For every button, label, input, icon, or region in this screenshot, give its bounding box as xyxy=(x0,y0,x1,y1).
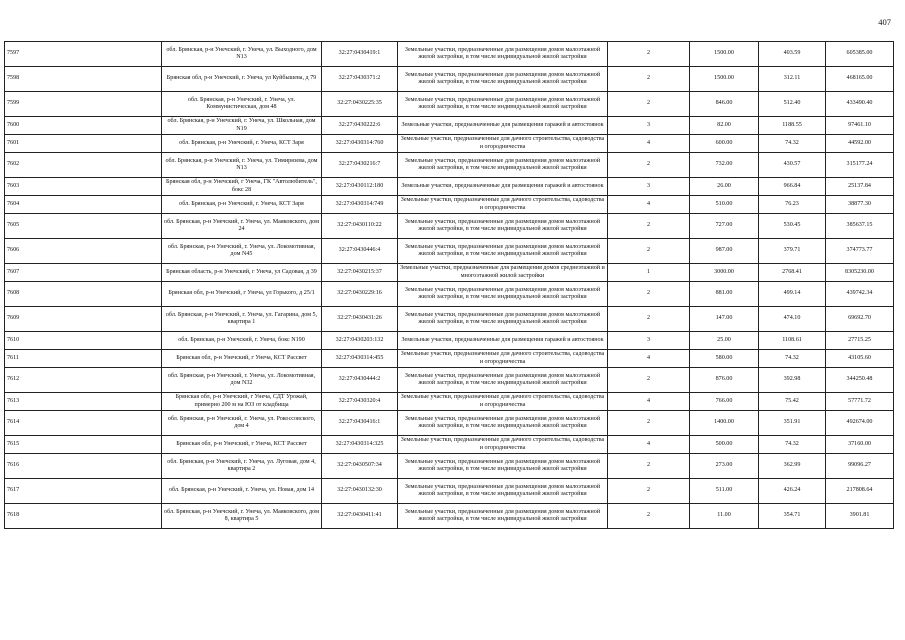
cadastral-value-cell: 374773.77 xyxy=(826,239,894,264)
table-row xyxy=(5,504,894,529)
address-cell: Брянская обл, р-н Унечский, г Унеча, КСТ Рассвет xyxy=(162,436,322,454)
row-number: 7609 xyxy=(5,307,162,332)
row-number: 7618 xyxy=(5,504,162,529)
address-cell: обл. Брянская, р-н Унечский, г. Унеча, ул. Гагарина, дом 5, квартира 1 xyxy=(162,307,322,332)
cadastral-value-cell: 97461.10 xyxy=(826,117,894,135)
table-row xyxy=(5,393,894,411)
specific-value-cell: 512.40 xyxy=(759,92,826,117)
table-row xyxy=(5,153,894,178)
table-row xyxy=(5,350,894,368)
group-code-cell: 1 xyxy=(608,264,690,282)
table-row xyxy=(5,117,894,135)
land-category-cell: Земельные участки, предназначенные для размещения домов малоэтажной жилой застройки, в том числе индивидуальной жилой застройки xyxy=(398,454,608,479)
land-category-cell: Земельные участки, предназначенные для размещения домов малоэтажной жилой застройки, в том числе индивидуальной жилой застройки xyxy=(398,153,608,178)
cadastral-value-cell: 57771.72 xyxy=(826,393,894,411)
area-cell: 26.00 xyxy=(690,178,759,196)
group-code-cell: 4 xyxy=(608,393,690,411)
cadastral-value-cell: 44592.00 xyxy=(826,135,894,153)
area-cell: 510.00 xyxy=(690,196,759,214)
address-cell: Брянская обл, р-н Унечский, г. Унеча, ул Куйбышева, д 79 xyxy=(162,67,322,92)
table-row xyxy=(5,67,894,92)
cadastral-value-cell: 37160.00 xyxy=(826,436,894,454)
cadastral-number-cell: 32:27:0430416:1 xyxy=(322,411,398,436)
group-code-cell: 4 xyxy=(608,350,690,368)
land-category-cell: Земельные участки, предназначенные для размещения домов среднеэтажной и многоэтажной жилой застройки xyxy=(398,264,608,282)
cadastral-number-cell: 32:27:0430216:7 xyxy=(322,153,398,178)
group-code-cell: 2 xyxy=(608,479,690,504)
address-cell: обл. Брянская, р-н Унечский, г. Унеча, ул. Локомотивная, дом N45 xyxy=(162,239,322,264)
specific-value-cell: 499.14 xyxy=(759,282,826,307)
cadastral-number-cell: 32:27:0430371:2 xyxy=(322,67,398,92)
specific-value-cell: 474.10 xyxy=(759,307,826,332)
address-cell: обл. Брянская, р-н Унечский, г. Унеча, бокс N190 xyxy=(162,332,322,350)
cadastral-number-cell: 32:27:0430419:1 xyxy=(322,42,398,67)
group-code-cell: 2 xyxy=(608,282,690,307)
area-cell: 82.00 xyxy=(690,117,759,135)
row-number: 7608 xyxy=(5,282,162,307)
land-category-cell: Земельные участки, предназначенные для размещения домов малоэтажной жилой застройки, в том числе индивидуальной жилой застройки xyxy=(398,282,608,307)
area-cell: 580.00 xyxy=(690,350,759,368)
area-cell: 11.00 xyxy=(690,504,759,529)
specific-value-cell: 351.91 xyxy=(759,411,826,436)
cadastral-value-cell: 385637.15 xyxy=(826,214,894,239)
cadastral-value-cell: 468165.00 xyxy=(826,67,894,92)
land-category-cell: Земельные участки, предназначенные для дачного строительства, садоводства и огородничества xyxy=(398,135,608,153)
group-code-cell: 4 xyxy=(608,135,690,153)
address-cell: обл. Брянская, р-н Унечский, г. Унеча, ул. Локомотивная, дом N32 xyxy=(162,368,322,393)
row-number: 7599 xyxy=(5,92,162,117)
table-row xyxy=(5,214,894,239)
cadastral-number-cell: 32:27:0430507:34 xyxy=(322,454,398,479)
area-cell: 732.00 xyxy=(690,153,759,178)
address-cell: Брянская обл, р-н Унечский, г Унеча, СДТ Урожай, примерно 200 м на ЮЗ от кладбища xyxy=(162,393,322,411)
cadastral-number-cell: 32:27:0430225:35 xyxy=(322,92,398,117)
group-code-cell: 3 xyxy=(608,332,690,350)
group-code-cell: 2 xyxy=(608,92,690,117)
row-number: 7610 xyxy=(5,332,162,350)
land-category-cell: Земельные участки, предназначенные для размещения домов малоэтажной жилой застройки, в том числе индивидуальной жилой застройки xyxy=(398,307,608,332)
area-cell: 147.00 xyxy=(690,307,759,332)
cadastral-value-cell: 43105.60 xyxy=(826,350,894,368)
cadastral-value-cell: 99096.27 xyxy=(826,454,894,479)
land-category-cell: Земельные участки, предназначенные для размещения домов малоэтажной жилой застройки, в том числе индивидуальной жилой застройки xyxy=(398,504,608,529)
table-row xyxy=(5,368,894,393)
address-cell: обл. Брянская, р-н Унечский, г. Унеча, КСТ Заря xyxy=(162,196,322,214)
specific-value-cell: 75.42 xyxy=(759,393,826,411)
cadastral-number-cell: 32:27:0430411:41 xyxy=(322,504,398,529)
area-cell: 500.00 xyxy=(690,436,759,454)
row-number: 7606 xyxy=(5,239,162,264)
group-code-cell: 2 xyxy=(608,307,690,332)
row-number: 7611 xyxy=(5,350,162,368)
table-row xyxy=(5,436,894,454)
specific-value-cell: 426.24 xyxy=(759,479,826,504)
specific-value-cell: 1188.55 xyxy=(759,117,826,135)
land-category-cell: Земельные участки, предназначенные для размещения гаражей и автостоянок xyxy=(398,178,608,196)
cadastral-value-cell: 3901.81 xyxy=(826,504,894,529)
cadastral-number-cell: 32:27:0430215:37 xyxy=(322,264,398,282)
address-cell: Брянская обл, р-н Унечский, г Унеча, ул Горького, д 25/1 xyxy=(162,282,322,307)
row-number: 7613 xyxy=(5,393,162,411)
address-cell: обл. Брянская, р-н Унечский, г. Унеча, ул. Коммунистическая, дом 48 xyxy=(162,92,322,117)
group-code-cell: 2 xyxy=(608,368,690,393)
area-cell: 3000.00 xyxy=(690,264,759,282)
area-cell: 25.00 xyxy=(690,332,759,350)
specific-value-cell: 966.84 xyxy=(759,178,826,196)
address-cell: обл. Брянская, р-н Унечский, г. Унеча, КСТ Заря xyxy=(162,135,322,153)
row-number: 7615 xyxy=(5,436,162,454)
specific-value-cell: 74.32 xyxy=(759,135,826,153)
address-cell: обл. Брянская, р-н Унечский, г. Унеча, ул. Выходного, дом N13 xyxy=(162,42,322,67)
land-category-cell: Земельные участки, предназначенные для размещения домов малоэтажной жилой застройки, в том числе индивидуальной жилой застройки xyxy=(398,411,608,436)
cadastral-value-cell: 217808.64 xyxy=(826,479,894,504)
land-category-cell: Земельные участки, предназначенные для размещения домов малоэтажной жилой застройки, в том числе индивидуальной жилой застройки xyxy=(398,239,608,264)
row-number: 7617 xyxy=(5,479,162,504)
cadastral-number-cell: 32:27:0430314:455 xyxy=(322,350,398,368)
cadastral-value-table xyxy=(4,41,894,529)
specific-value-cell: 76.23 xyxy=(759,196,826,214)
specific-value-cell: 312.11 xyxy=(759,67,826,92)
cadastral-number-cell: 32:27:0430314:749 xyxy=(322,196,398,214)
table-row xyxy=(5,196,894,214)
address-cell: Брянская область, р-н Унечский, г Унеча, ул Садовая, д 39 xyxy=(162,264,322,282)
cadastral-value-cell: 8305230.00 xyxy=(826,264,894,282)
table-row xyxy=(5,282,894,307)
group-code-cell: 2 xyxy=(608,67,690,92)
table-row xyxy=(5,135,894,153)
group-code-cell: 2 xyxy=(608,239,690,264)
row-number: 7597 xyxy=(5,42,162,67)
land-category-cell: Земельные участки, предназначенные для размещения гаражей и автостоянок xyxy=(398,117,608,135)
address-cell: Брянская обл, р-н Унечский, г Унеча, ГК "Автолюбитель", бокс 28 xyxy=(162,178,322,196)
cadastral-number-cell: 32:27:0430320:4 xyxy=(322,393,398,411)
area-cell: 766.00 xyxy=(690,393,759,411)
table-body xyxy=(5,42,894,529)
table-row xyxy=(5,454,894,479)
specific-value-cell: 403.59 xyxy=(759,42,826,67)
row-number: 7600 xyxy=(5,117,162,135)
cadastral-number-cell: 32:27:0430222:6 xyxy=(322,117,398,135)
land-category-cell: Земельные участки, предназначенные для дачного строительства, садоводства и огородничества xyxy=(398,196,608,214)
group-code-cell: 3 xyxy=(608,178,690,196)
row-number: 7614 xyxy=(5,411,162,436)
row-number: 7602 xyxy=(5,153,162,178)
group-code-cell: 3 xyxy=(608,117,690,135)
table-row xyxy=(5,239,894,264)
land-category-cell: Земельные участки, предназначенные для размещения домов малоэтажной жилой застройки, в том числе индивидуальной жилой застройки xyxy=(398,479,608,504)
group-code-cell: 2 xyxy=(608,42,690,67)
area-cell: 876.00 xyxy=(690,368,759,393)
group-code-cell: 2 xyxy=(608,454,690,479)
row-number: 7598 xyxy=(5,67,162,92)
cadastral-value-cell: 25137.84 xyxy=(826,178,894,196)
cadastral-value-cell: 439742.34 xyxy=(826,282,894,307)
specific-value-cell: 430.57 xyxy=(759,153,826,178)
land-category-cell: Земельные участки, предназначенные для размещения домов малоэтажной жилой застройки, в том числе индивидуальной жилой застройки xyxy=(398,42,608,67)
cadastral-number-cell: 32:27:0430132:30 xyxy=(322,479,398,504)
cadastral-value-cell: 315177.24 xyxy=(826,153,894,178)
cadastral-number-cell: 32:27:0430314:760 xyxy=(322,135,398,153)
group-code-cell: 2 xyxy=(608,504,690,529)
cadastral-number-cell: 32:27:0430446:4 xyxy=(322,239,398,264)
land-category-cell: Земельные участки, предназначенные для размещения домов малоэтажной жилой застройки, в том числе индивидуальной жилой застройки xyxy=(398,92,608,117)
land-category-cell: Земельные участки, предназначенные для размещения домов малоэтажной жилой застройки, в том числе индивидуальной жилой застройки xyxy=(398,368,608,393)
address-cell: обл. Брянская, р-н Унечский, г. Унеча, ул. Школьная, дом N19 xyxy=(162,117,322,135)
group-code-cell: 4 xyxy=(608,436,690,454)
cadastral-value-cell: 38877.30 xyxy=(826,196,894,214)
specific-value-cell: 1108.61 xyxy=(759,332,826,350)
specific-value-cell: 74.32 xyxy=(759,436,826,454)
cadastral-number-cell: 32:27:0430431:26 xyxy=(322,307,398,332)
address-cell: обл. Брянская, р-н Унечский, г. Унеча, ул. Маяковского, дом 8, квартира 5 xyxy=(162,504,322,529)
cadastral-value-cell: 27715.25 xyxy=(826,332,894,350)
specific-value-cell: 530.45 xyxy=(759,214,826,239)
cadastral-number-cell: 32:27:0430444:2 xyxy=(322,368,398,393)
area-cell: 727.00 xyxy=(690,214,759,239)
specific-value-cell: 362.99 xyxy=(759,454,826,479)
row-number: 7603 xyxy=(5,178,162,196)
area-cell: 987.00 xyxy=(690,239,759,264)
table-row xyxy=(5,332,894,350)
cadastral-number-cell: 32:27:0430203:132 xyxy=(322,332,398,350)
cadastral-value-cell: 605385.00 xyxy=(826,42,894,67)
specific-value-cell: 2768.41 xyxy=(759,264,826,282)
cadastral-number-cell: 32:27:0430110:22 xyxy=(322,214,398,239)
group-code-cell: 4 xyxy=(608,196,690,214)
cadastral-value-cell: 69692.70 xyxy=(826,307,894,332)
table-row xyxy=(5,307,894,332)
address-cell: обл. Брянская, р-н Унечский, г. Унеча, ул. Маяковского, дом 24 xyxy=(162,214,322,239)
area-cell: 881.00 xyxy=(690,282,759,307)
area-cell: 511.00 xyxy=(690,479,759,504)
area-cell: 846.00 xyxy=(690,92,759,117)
land-category-cell: Земельные участки, предназначенные для дачного строительства, садоводства и огородничества xyxy=(398,393,608,411)
cadastral-number-cell: 32:27:0430314:325 xyxy=(322,436,398,454)
address-cell: обл. Брянская, р-н Унечский, г. Унеча, ул. Луговая, дом 4, квартира 2 xyxy=(162,454,322,479)
address-cell: обл. Брянская, р-н Унечский, г. Унеча, ул. Новая, дом 14 xyxy=(162,479,322,504)
table-row xyxy=(5,479,894,504)
address-cell: обл. Брянская, р-н Унечский, г. Унеча, ул. Рокоссовского, дом 4 xyxy=(162,411,322,436)
cadastral-value-cell: 433490.40 xyxy=(826,92,894,117)
cadastral-value-cell: 344250.48 xyxy=(826,368,894,393)
table-row xyxy=(5,264,894,282)
cadastral-number-cell: 32:27:0430112:180 xyxy=(322,178,398,196)
specific-value-cell: 392.98 xyxy=(759,368,826,393)
table-row xyxy=(5,42,894,67)
table-row xyxy=(5,178,894,196)
specific-value-cell: 354.71 xyxy=(759,504,826,529)
specific-value-cell: 74.32 xyxy=(759,350,826,368)
area-cell: 1400.00 xyxy=(690,411,759,436)
row-number: 7601 xyxy=(5,135,162,153)
area-cell: 273.00 xyxy=(690,454,759,479)
specific-value-cell: 379.71 xyxy=(759,239,826,264)
row-number: 7605 xyxy=(5,214,162,239)
page-number: 407 xyxy=(878,17,891,27)
cadastral-number-cell: 32:27:0430229:16 xyxy=(322,282,398,307)
land-category-cell: Земельные участки, предназначенные для дачного строительства, садоводства и огородничества xyxy=(398,350,608,368)
land-category-cell: Земельные участки, предназначенные для размещения гаражей и автостоянок xyxy=(398,332,608,350)
row-number: 7612 xyxy=(5,368,162,393)
row-number: 7607 xyxy=(5,264,162,282)
land-category-cell: Земельные участки, предназначенные для дачного строительства, садоводства и огородничества xyxy=(398,436,608,454)
area-cell: 600.00 xyxy=(690,135,759,153)
area-cell: 1500.00 xyxy=(690,67,759,92)
group-code-cell: 2 xyxy=(608,411,690,436)
table-row xyxy=(5,92,894,117)
area-cell: 1500.00 xyxy=(690,42,759,67)
group-code-cell: 2 xyxy=(608,153,690,178)
land-category-cell: Земельные участки, предназначенные для размещения домов малоэтажной жилой застройки, в том числе индивидуальной жилой застройки xyxy=(398,214,608,239)
row-number: 7604 xyxy=(5,196,162,214)
address-cell: Брянская обл, р-н Унечский, г Унеча, КСТ Рассвет xyxy=(162,350,322,368)
address-cell: обл. Брянская, р-н Унечский, г. Унеча, ул. Тимирязева, дом N13 xyxy=(162,153,322,178)
row-number: 7616 xyxy=(5,454,162,479)
cadastral-value-cell: 492674.00 xyxy=(826,411,894,436)
table-row xyxy=(5,411,894,436)
land-category-cell: Земельные участки, предназначенные для размещения домов малоэтажной жилой застройки, в том числе индивидуальной жилой застройки xyxy=(398,67,608,92)
group-code-cell: 2 xyxy=(608,214,690,239)
